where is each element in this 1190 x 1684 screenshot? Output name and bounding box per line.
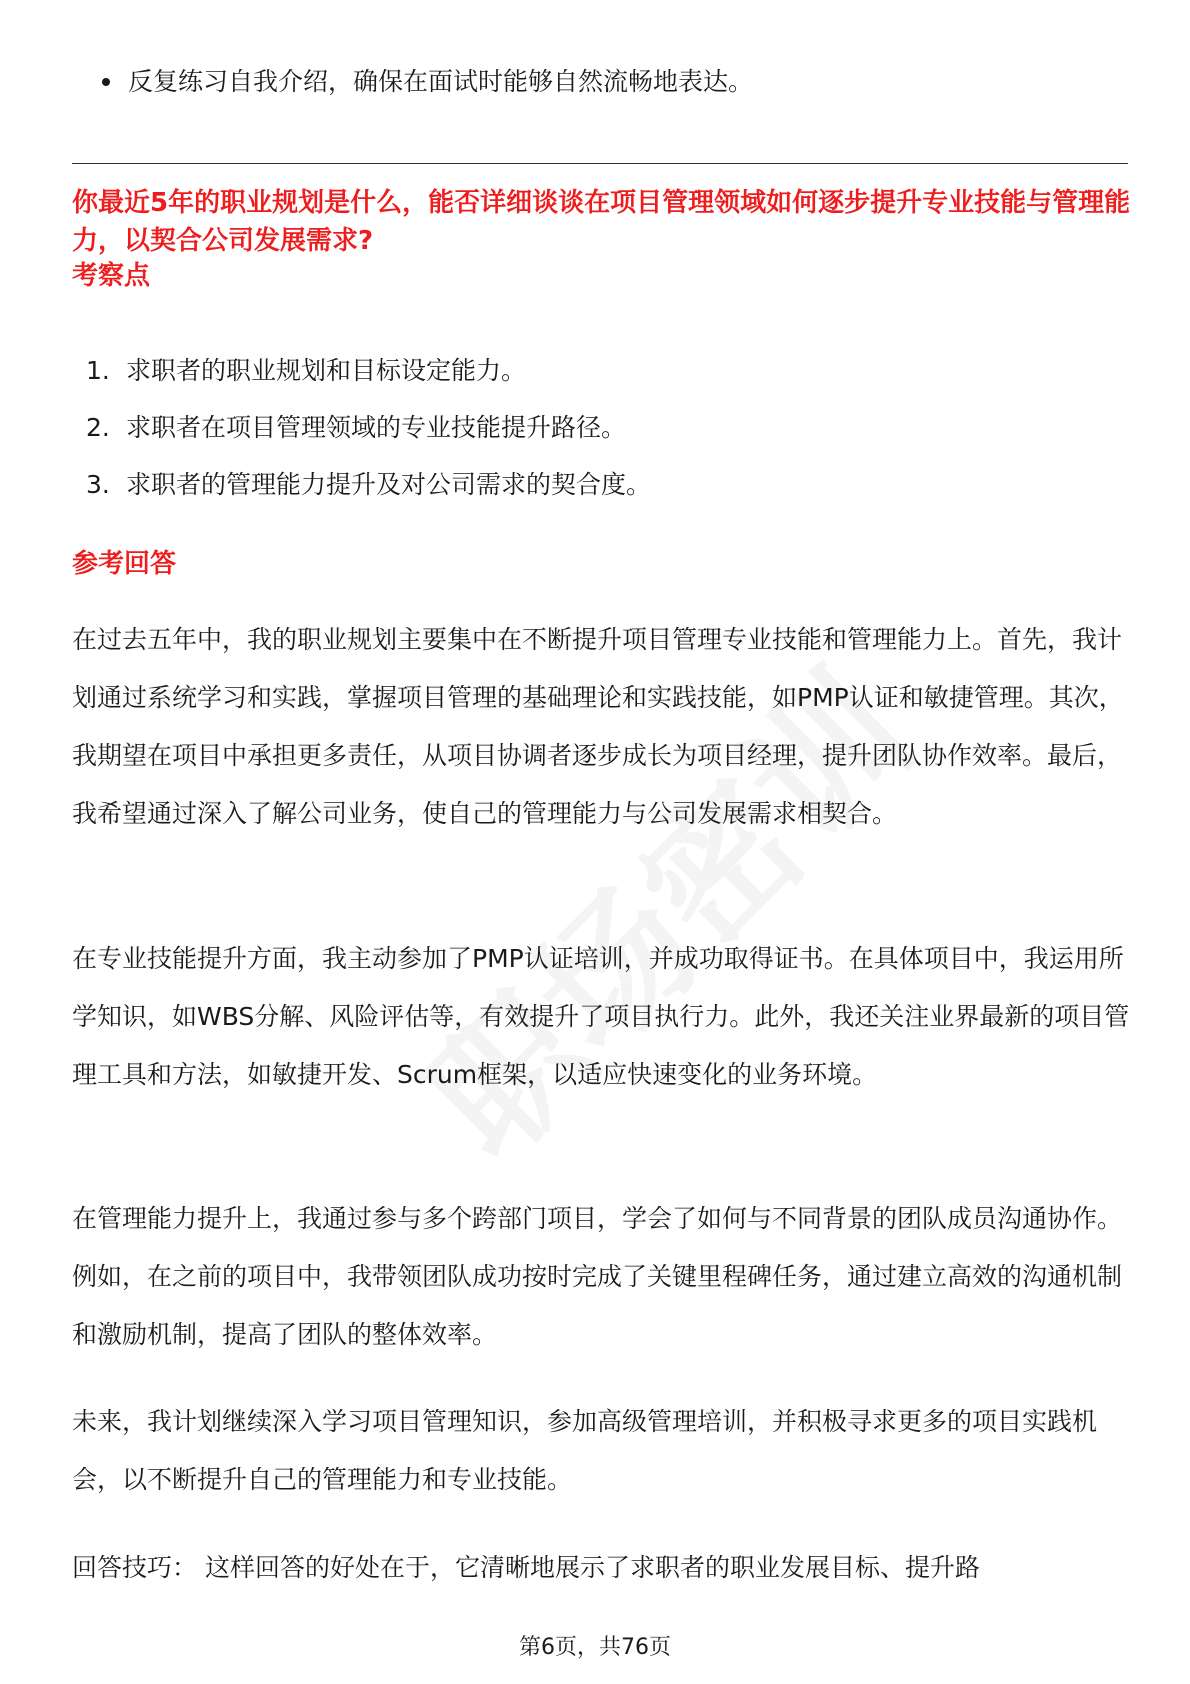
list-item [100, 62, 753, 102]
list-number: 3. [86, 470, 110, 499]
bullet-icon [102, 78, 110, 86]
list-item [86, 351, 651, 408]
answer-paragraph: 在专业技能提升方面，我主动参加了PMP认证培训，并成功取得证书。在具体项目中，我运用所学知识，如WBS分解、风险评估等，有效提升了项目执行力。此外，我还关注业界最新的项目管理工具和方法，如敏捷开发、Scrum框架，以适应快速变化的业务环境。 [72, 944, 1130, 1089]
list-number: 1. [86, 356, 110, 385]
question-title: 你最近5年的职业规划是什么，能否详细谈谈在项目管理领域如何逐步提升专业技能与管理能力，以契合公司发展需求? [72, 188, 1131, 256]
list-number: 2. [86, 413, 110, 442]
answer-paragraph: 在管理能力提升上，我通过参与多个跨部门项目，学会了如何与不同背景的团队成员沟通协作。例如，在之前的项目中，我带领团队成功按时完成了关键里程碑任务，通过建立高效的沟通机制和激励机制，提高了团队的整体效率。 [72, 1204, 1123, 1349]
section-heading-points: 考察点 [72, 261, 151, 291]
section-divider [72, 163, 1128, 164]
list-item-text: 求职者的职业规划和目标设定能力。 [126, 356, 527, 385]
list-item [86, 465, 651, 522]
section-heading-answer: 参考回答 [72, 549, 177, 579]
list-item-text: 求职者的管理能力提升及对公司需求的契合度。 [126, 470, 652, 499]
answer-tips: 回答技巧： 这样回答的好处在于，它清晰地展示了求职者的职业发展目标、提升路 [72, 1553, 980, 1582]
page-footer: 第6页，共76页 [519, 1635, 671, 1660]
answer-paragraph: 未来，我计划继续深入学习项目管理知识，参加高级管理培训，并积极寻求更多的项目实践机会，以不断提升自己的管理能力和专业技能。 [72, 1407, 1098, 1494]
list-item-text: 求职者在项目管理领域的专业技能提升路径。 [126, 413, 627, 442]
points-list [86, 351, 651, 522]
list-item [86, 408, 651, 465]
bullet-text: 反复练习自我介绍，确保在面试时能够自然流畅地表达。 [128, 67, 754, 96]
answer-paragraph: 在过去五年中，我的职业规划主要集中在不断提升项目管理专业技能和管理能力上。首先，我计划通过系统学习和实践，掌握项目管理的基础理论和实践技能，如PMP认证和敏捷管理。其次，我期望在项目中承担更多责任，从项目协调者逐步成长为项目经理，提升团队协作效率。最后，我希望通过深入了解公司业务，使自己的管理能力与公司发展需求相契合。 [72, 625, 1124, 828]
